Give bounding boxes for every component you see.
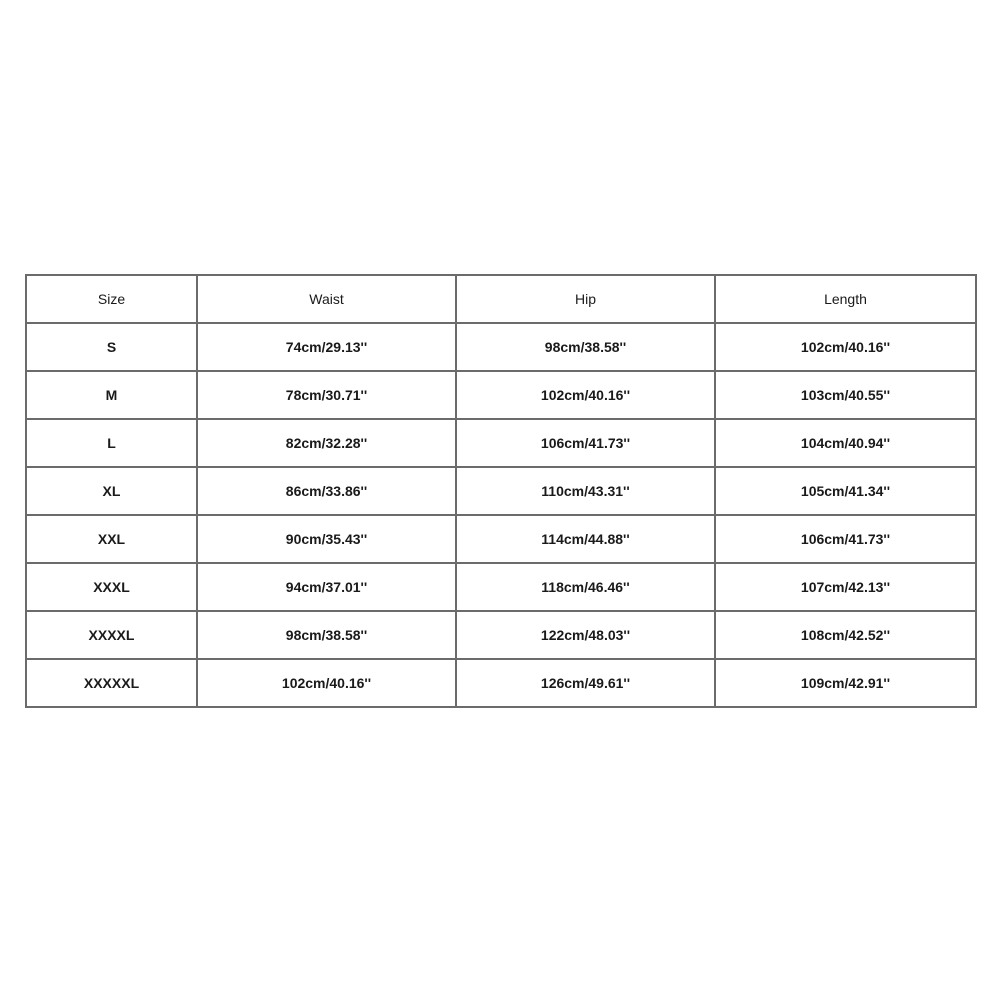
cell-length: 107cm/42.13'' <box>715 563 976 611</box>
cell-length: 106cm/41.73'' <box>715 515 976 563</box>
cell-hip: 118cm/46.46'' <box>456 563 715 611</box>
cell-length: 104cm/40.94'' <box>715 419 976 467</box>
cell-waist: 78cm/30.71'' <box>197 371 456 419</box>
cell-waist: 94cm/37.01'' <box>197 563 456 611</box>
table-row <box>26 419 976 467</box>
cell-length: 105cm/41.34'' <box>715 467 976 515</box>
table-row <box>26 659 976 707</box>
cell-waist: 98cm/38.58'' <box>197 611 456 659</box>
cell-length: 109cm/42.91'' <box>715 659 976 707</box>
header-size: Size <box>26 275 197 323</box>
table-row <box>26 467 976 515</box>
table-row <box>26 563 976 611</box>
cell-size: S <box>26 323 197 371</box>
cell-size: XXL <box>26 515 197 563</box>
cell-length: 108cm/42.52'' <box>715 611 976 659</box>
size-chart-table <box>25 274 977 708</box>
cell-length: 103cm/40.55'' <box>715 371 976 419</box>
cell-waist: 74cm/29.13'' <box>197 323 456 371</box>
table-row <box>26 515 976 563</box>
cell-size: XXXL <box>26 563 197 611</box>
table-row <box>26 611 976 659</box>
cell-length: 102cm/40.16'' <box>715 323 976 371</box>
cell-hip: 126cm/49.61'' <box>456 659 715 707</box>
cell-hip: 106cm/41.73'' <box>456 419 715 467</box>
table-row <box>26 323 976 371</box>
cell-size: XXXXXL <box>26 659 197 707</box>
cell-hip: 114cm/44.88'' <box>456 515 715 563</box>
cell-hip: 110cm/43.31'' <box>456 467 715 515</box>
cell-size: M <box>26 371 197 419</box>
cell-size: XL <box>26 467 197 515</box>
table-header-row <box>26 275 976 323</box>
cell-hip: 122cm/48.03'' <box>456 611 715 659</box>
header-length: Length <box>715 275 976 323</box>
cell-hip: 98cm/38.58'' <box>456 323 715 371</box>
cell-waist: 102cm/40.16'' <box>197 659 456 707</box>
cell-waist: 82cm/32.28'' <box>197 419 456 467</box>
cell-hip: 102cm/40.16'' <box>456 371 715 419</box>
header-waist: Waist <box>197 275 456 323</box>
cell-waist: 86cm/33.86'' <box>197 467 456 515</box>
header-hip: Hip <box>456 275 715 323</box>
table-row <box>26 371 976 419</box>
cell-size: XXXXL <box>26 611 197 659</box>
cell-size: L <box>26 419 197 467</box>
cell-waist: 90cm/35.43'' <box>197 515 456 563</box>
